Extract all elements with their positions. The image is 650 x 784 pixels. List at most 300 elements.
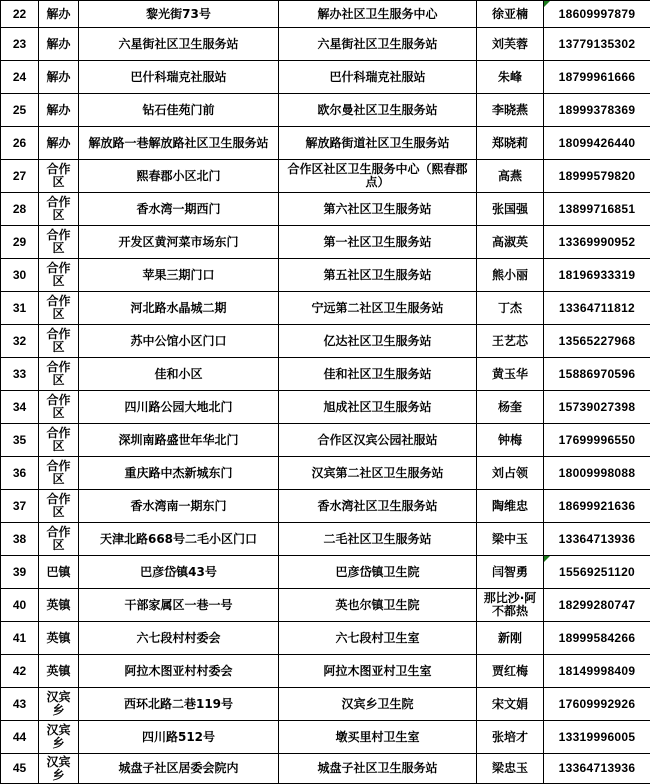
phone-cell [544, 358, 650, 391]
region-cell [39, 94, 79, 127]
location-cell [79, 358, 279, 391]
location-cell-text: 钻石佳苑门前 [142, 103, 214, 117]
institution-cell-text: 合作区社区卫生服务中心（熙春郡点） [287, 162, 467, 189]
phone-cell [544, 721, 650, 754]
phone-cell [544, 622, 650, 655]
row-number-text: 37 [13, 499, 26, 513]
location-cell [79, 1, 279, 28]
phone-cell-text: 13899716851 [559, 202, 636, 216]
table-row [1, 94, 650, 127]
location-cell [79, 160, 279, 193]
region-cell-text: 合作区 [46, 426, 70, 453]
row-number [1, 655, 39, 688]
contact-name-cell-text: 钟梅 [498, 433, 522, 447]
phone-cell-text: 18609997879 [559, 7, 636, 21]
location-cell [79, 490, 279, 523]
row-number-text: 29 [13, 235, 26, 249]
contact-name-cell-text: 郑晓莉 [492, 136, 528, 150]
location-cell-text: 苏中公馆小区门口 [130, 334, 226, 348]
location-cell [79, 754, 279, 784]
region-cell-text: 解办 [46, 136, 70, 150]
table-row [1, 325, 650, 358]
institution-cell [279, 424, 477, 457]
row-number-text: 39 [13, 565, 26, 579]
contact-name-cell [477, 589, 544, 622]
phone-cell [544, 127, 650, 160]
location-cell-text: 开发区黄河菜市场东门 [118, 235, 238, 249]
phone-cell [544, 226, 650, 259]
institution-cell-text: 汉宾乡卫生院 [341, 697, 413, 711]
location-cell [79, 61, 279, 94]
row-number [1, 556, 39, 589]
location-cell-text: 四川路公园大地北门 [124, 400, 232, 414]
location-cell-text: 河北路水晶城二期 [130, 301, 226, 315]
region-cell-text: 合作区 [46, 195, 70, 222]
contact-name-cell-text: 新刚 [498, 631, 522, 645]
contact-name-cell-text: 朱峰 [498, 70, 522, 84]
region-cell-text: 解办 [46, 7, 70, 21]
phone-cell-text: 13364713936 [559, 761, 636, 775]
region-cell [39, 589, 79, 622]
region-cell [39, 292, 79, 325]
institution-cell-text: 六星街社区卫生服务站 [317, 37, 437, 51]
row-number-text: 30 [13, 268, 26, 282]
location-cell-text: 香水湾一期西门 [136, 202, 220, 216]
table-row [1, 160, 650, 193]
institution-cell-text: 巴什科瑞克社服站 [329, 70, 425, 84]
row-number-text: 43 [13, 697, 26, 711]
location-cell-text: 重庆路中杰新城东门 [124, 466, 232, 480]
row-number [1, 688, 39, 721]
row-number-text: 44 [13, 730, 26, 744]
table-row [1, 457, 650, 490]
region-cell-text: 合作区 [46, 294, 70, 321]
institution-cell-text: 解放路街道社区卫生服务站 [305, 136, 449, 150]
region-cell-text: 汉宾乡 [46, 755, 70, 782]
row-number [1, 94, 39, 127]
institution-cell-text: 六七段村卫生室 [335, 631, 419, 645]
institution-cell [279, 721, 477, 754]
row-number [1, 358, 39, 391]
institution-cell [279, 61, 477, 94]
contact-name-cell-text: 闫智勇 [492, 565, 528, 579]
row-number [1, 325, 39, 358]
institution-cell [279, 556, 477, 589]
contact-name-cell [477, 259, 544, 292]
phone-cell-text: 18999584266 [559, 631, 636, 645]
institution-cell-text: 合作区汉宾公园社服站 [317, 433, 437, 447]
phone-cell [544, 457, 650, 490]
contact-name-cell [477, 391, 544, 424]
region-cell-text: 合作区 [46, 327, 70, 354]
contact-name-cell-text: 徐亚楠 [492, 7, 528, 21]
institution-cell-text: 旭成社区卫生服务站 [323, 400, 431, 414]
row-number [1, 457, 39, 490]
institution-cell [279, 259, 477, 292]
phone-cell-text: 15739027398 [559, 400, 636, 414]
location-cell-text: 佳和小区 [154, 367, 202, 381]
table-row [1, 61, 650, 94]
location-cell-text: 巴什科瑞克社服站 [130, 70, 226, 84]
phone-cell [544, 160, 650, 193]
table-row [1, 358, 650, 391]
table-row [1, 688, 650, 721]
institution-cell [279, 523, 477, 556]
region-cell-text: 解办 [46, 70, 70, 84]
phone-cell [544, 28, 650, 61]
location-cell-text: 四川路512号 [142, 730, 215, 744]
institution-cell-text: 第六社区卫生服务站 [323, 202, 431, 216]
row-number [1, 721, 39, 754]
table-row [1, 721, 650, 754]
region-cell [39, 28, 79, 61]
region-cell [39, 523, 79, 556]
institution-cell-text: 亿达社区卫生服务站 [323, 334, 431, 348]
location-cell-text: 干部家属区一巷一号 [124, 598, 232, 612]
row-number-text: 36 [13, 466, 26, 480]
table-row [1, 754, 650, 784]
location-cell [79, 325, 279, 358]
contact-name-cell [477, 94, 544, 127]
region-cell-text: 汉宾乡 [46, 690, 70, 717]
region-cell [39, 325, 79, 358]
contact-name-cell [477, 28, 544, 61]
region-cell [39, 259, 79, 292]
institution-cell-text: 阿拉木图亚村卫生室 [323, 664, 431, 678]
institution-cell-text: 巴彦岱镇卫生院 [335, 565, 419, 579]
phone-cell-text: 18299280747 [559, 598, 636, 612]
institution-cell-text: 城盘子社区卫生服务站 [317, 761, 437, 775]
institution-cell-text: 英也尔镇卫生院 [335, 598, 419, 612]
contact-name-cell-text: 张培才 [492, 730, 528, 744]
region-cell-text: 合作区 [46, 228, 70, 255]
location-cell [79, 721, 279, 754]
row-number-text: 26 [13, 136, 26, 150]
contact-name-cell-text: 杨奎 [498, 400, 522, 414]
phone-cell-text: 17699996550 [559, 433, 636, 447]
phone-cell-text: 18999579820 [559, 169, 636, 183]
location-cell [79, 622, 279, 655]
phone-cell-text: 13364713936 [559, 532, 636, 546]
table-row [1, 292, 650, 325]
contact-name-cell-text: 刘芙蓉 [492, 37, 528, 51]
phone-cell-text: 18196933319 [559, 268, 636, 282]
region-cell [39, 61, 79, 94]
institution-cell-text: 佳和社区卫生服务站 [323, 367, 431, 381]
row-number-text: 23 [13, 37, 26, 51]
contact-name-cell-text: 那比沙·阿不都热 [484, 591, 537, 618]
location-cell-text: 六七段村村委会 [136, 631, 220, 645]
region-cell [39, 1, 79, 28]
contact-name-cell [477, 424, 544, 457]
location-cell-text: 城盘子社区居委会院内 [118, 761, 238, 775]
contact-name-cell [477, 1, 544, 28]
row-number [1, 259, 39, 292]
row-number [1, 193, 39, 226]
region-cell-text: 合作区 [46, 162, 70, 189]
contact-name-cell-text: 梁忠玉 [492, 761, 528, 775]
contact-name-cell [477, 457, 544, 490]
contact-name-cell [477, 193, 544, 226]
row-number-text: 45 [13, 761, 26, 775]
region-cell [39, 457, 79, 490]
location-cell [79, 424, 279, 457]
contact-name-cell [477, 490, 544, 523]
institution-cell [279, 589, 477, 622]
contact-name-cell-text: 贾红梅 [492, 664, 528, 678]
row-number [1, 28, 39, 61]
region-cell [39, 556, 79, 589]
contact-name-cell [477, 358, 544, 391]
contact-name-cell-text: 李晓燕 [492, 103, 528, 117]
contact-name-cell [477, 127, 544, 160]
phone-cell-text: 18799961666 [559, 70, 636, 84]
contact-name-cell [477, 160, 544, 193]
table-row [1, 490, 650, 523]
table-row [1, 259, 650, 292]
location-cell [79, 94, 279, 127]
region-cell-text: 解办 [46, 37, 70, 51]
institution-cell [279, 754, 477, 784]
region-cell [39, 490, 79, 523]
phone-cell-text: 13319996005 [559, 730, 636, 744]
contact-name-cell-text: 黄玉华 [492, 367, 528, 381]
table-row [1, 523, 650, 556]
contact-name-cell [477, 655, 544, 688]
institution-cell-text: 宁远第二社区卫生服务站 [311, 301, 443, 315]
contact-name-cell [477, 325, 544, 358]
contact-name-cell-text: 丁杰 [498, 301, 522, 315]
location-cell [79, 28, 279, 61]
location-cell [79, 292, 279, 325]
institution-cell [279, 490, 477, 523]
institution-cell-text: 墩买里村卫生室 [335, 730, 419, 744]
phone-cell [544, 1, 650, 28]
institution-cell [279, 622, 477, 655]
phone-cell-text: 18999378369 [559, 103, 636, 117]
contact-name-cell-text: 陶维忠 [492, 499, 528, 513]
institution-cell-text: 第一社区卫生服务站 [323, 235, 431, 249]
row-number [1, 622, 39, 655]
region-cell-text: 合作区 [46, 261, 70, 288]
row-number-text: 42 [13, 664, 26, 678]
table-row [1, 556, 650, 589]
region-cell-text: 合作区 [46, 459, 70, 486]
location-cell-text: 黎光街73号 [146, 7, 211, 21]
contact-name-cell [477, 622, 544, 655]
table-row [1, 127, 650, 160]
region-cell [39, 226, 79, 259]
table-row [1, 193, 650, 226]
region-cell [39, 688, 79, 721]
contact-name-cell-text: 高淑英 [492, 235, 528, 249]
location-cell-text: 西环北路二巷119号 [124, 697, 233, 711]
location-cell-text: 巴彦岱镇43号 [140, 565, 217, 579]
phone-cell [544, 589, 650, 622]
contact-name-cell-text: 王艺芯 [492, 334, 528, 348]
region-cell-text: 解办 [46, 103, 70, 117]
row-number [1, 523, 39, 556]
phone-cell [544, 292, 650, 325]
location-cell [79, 391, 279, 424]
location-cell-text: 苹果三期门口 [142, 268, 214, 282]
location-cell [79, 523, 279, 556]
contact-name-cell-text: 梁中玉 [492, 532, 528, 546]
institution-cell-text: 香水湾社区卫生服务站 [317, 499, 437, 513]
table-row [1, 589, 650, 622]
region-cell-text: 英镇 [46, 631, 70, 645]
contact-name-cell-text: 宋文娟 [492, 697, 528, 711]
institution-cell-text: 二毛社区卫生服务站 [323, 532, 431, 546]
institution-cell [279, 160, 477, 193]
region-cell [39, 391, 79, 424]
region-cell-text: 合作区 [46, 492, 70, 519]
institution-cell [279, 688, 477, 721]
location-cell [79, 589, 279, 622]
cell-marker-icon [544, 1, 550, 7]
cell-marker-icon [544, 556, 550, 562]
row-number [1, 1, 39, 28]
row-number [1, 292, 39, 325]
table-row [1, 28, 650, 61]
phone-cell-text: 13779135302 [559, 37, 636, 51]
phone-cell [544, 523, 650, 556]
institution-cell [279, 655, 477, 688]
location-cell-text: 阿拉木图亚村村委会 [124, 664, 232, 678]
location-cell [79, 193, 279, 226]
phone-cell [544, 490, 650, 523]
row-number-text: 41 [13, 631, 26, 645]
phone-cell [544, 61, 650, 94]
region-cell [39, 721, 79, 754]
phone-cell-text: 18009998088 [559, 466, 636, 480]
region-cell [39, 424, 79, 457]
region-cell [39, 622, 79, 655]
row-number-text: 34 [13, 400, 26, 414]
table-row [1, 226, 650, 259]
table-row [1, 655, 650, 688]
contact-name-cell-text: 刘占领 [492, 466, 528, 480]
location-cell [79, 655, 279, 688]
row-number [1, 424, 39, 457]
contact-name-cell [477, 61, 544, 94]
region-cell [39, 160, 79, 193]
row-number-text: 33 [13, 367, 26, 381]
institution-cell [279, 127, 477, 160]
contact-name-cell [477, 292, 544, 325]
phone-cell [544, 754, 650, 784]
phone-cell-text: 13369990952 [559, 235, 636, 249]
location-cell-text: 深圳南路盛世年华北门 [118, 433, 238, 447]
region-cell [39, 127, 79, 160]
row-number-text: 27 [13, 169, 26, 183]
row-number-text: 31 [13, 301, 26, 315]
institution-cell [279, 193, 477, 226]
contact-name-cell [477, 226, 544, 259]
phone-cell [544, 391, 650, 424]
row-number-text: 28 [13, 202, 26, 216]
row-number-text: 24 [13, 70, 26, 84]
location-cell [79, 556, 279, 589]
phone-cell-text: 15569251120 [559, 565, 635, 579]
row-number-text: 22 [13, 7, 26, 21]
institution-cell [279, 94, 477, 127]
row-number-text: 32 [13, 334, 26, 348]
location-cell-text: 香水湾南一期东门 [130, 499, 226, 513]
region-cell-text: 合作区 [46, 525, 70, 552]
location-cell [79, 259, 279, 292]
region-cell-text: 汉宾乡 [46, 723, 70, 750]
location-cell [79, 688, 279, 721]
institution-cell [279, 226, 477, 259]
institution-cell-text: 第五社区卫生服务站 [323, 268, 431, 282]
region-cell [39, 754, 79, 784]
institution-cell-text: 汉宾第二社区卫生服务站 [311, 466, 443, 480]
phone-cell-text: 13565227968 [559, 334, 636, 348]
row-number [1, 160, 39, 193]
location-cell-text: 熙春郡小区北门 [136, 169, 220, 183]
row-number-text: 35 [13, 433, 26, 447]
phone-cell [544, 193, 650, 226]
institution-cell [279, 457, 477, 490]
table-row [1, 391, 650, 424]
institution-cell-text: 解办社区卫生服务中心 [317, 7, 437, 21]
region-cell [39, 193, 79, 226]
location-cell-text: 解放路一巷解放路社区卫生服务站 [88, 136, 268, 150]
table-row [1, 424, 650, 457]
phone-cell-text: 15886970596 [559, 367, 636, 381]
location-cell-text: 天津北路668号二毛小区门口 [100, 532, 257, 546]
row-number-text: 25 [13, 103, 26, 117]
phone-cell-text: 18149998409 [559, 664, 636, 678]
row-number-text: 38 [13, 532, 26, 546]
contact-name-cell [477, 688, 544, 721]
row-number [1, 391, 39, 424]
location-cell [79, 457, 279, 490]
row-number [1, 127, 39, 160]
phone-cell-text: 17609992926 [559, 697, 636, 711]
institution-cell [279, 28, 477, 61]
location-cell-text: 六星街社区卫生服务站 [118, 37, 238, 51]
phone-cell [544, 259, 650, 292]
institution-cell-text: 欧尔曼社区卫生服务站 [317, 103, 437, 117]
region-cell [39, 655, 79, 688]
row-number [1, 589, 39, 622]
phone-cell-text: 18699921636 [559, 499, 636, 513]
row-number [1, 490, 39, 523]
contact-name-cell [477, 754, 544, 784]
location-cell [79, 226, 279, 259]
phone-cell [544, 556, 650, 589]
region-cell-text: 英镇 [46, 598, 70, 612]
row-number-text: 40 [13, 598, 26, 612]
phone-cell [544, 655, 650, 688]
phone-cell-text: 13364711812 [559, 301, 635, 315]
region-cell-text: 合作区 [46, 393, 70, 420]
location-cell [79, 127, 279, 160]
row-number [1, 61, 39, 94]
contact-name-cell [477, 523, 544, 556]
phone-cell-text: 18099426440 [559, 136, 636, 150]
region-cell-text: 巴镇 [46, 565, 70, 579]
region-cell-text: 合作区 [46, 360, 70, 387]
row-number [1, 226, 39, 259]
phone-cell [544, 94, 650, 127]
institution-cell [279, 391, 477, 424]
row-number [1, 754, 39, 784]
institution-cell [279, 358, 477, 391]
region-cell-text: 英镇 [46, 664, 70, 678]
